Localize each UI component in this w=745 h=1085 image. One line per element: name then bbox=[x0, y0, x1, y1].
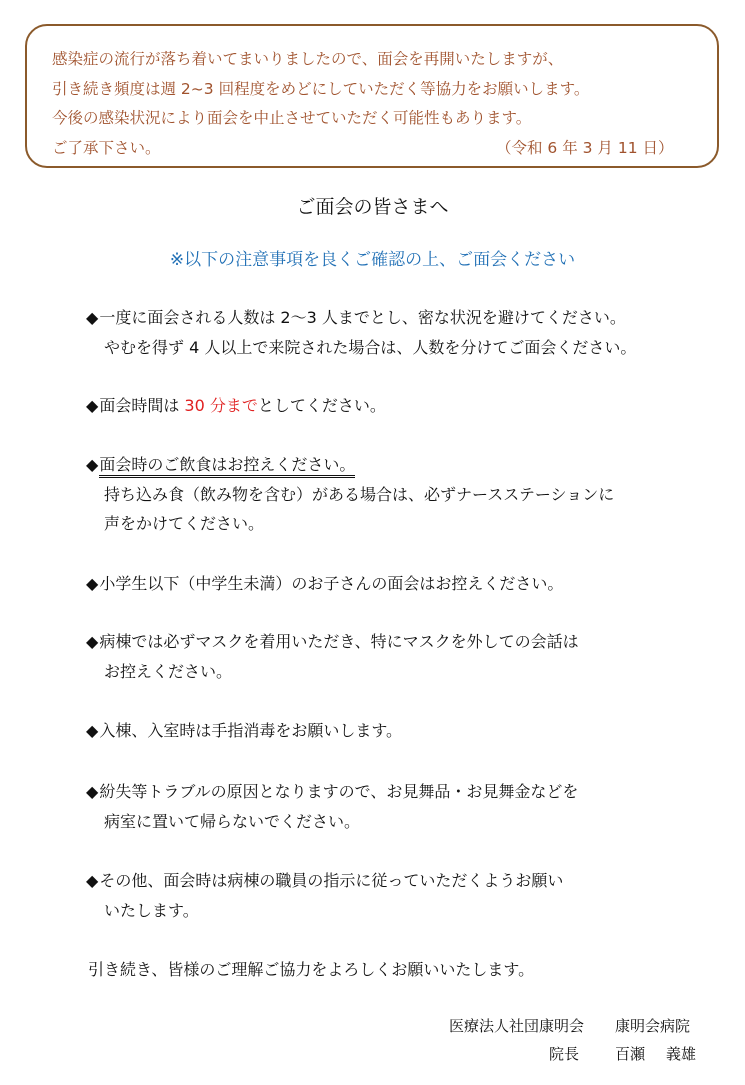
rule-text-underlined: 面会時のご飲食はお控えください。 bbox=[99, 455, 355, 478]
rule-text: 一度に面会される人数は 2～3 人までとし、密な状況を避けてください。 bbox=[99, 308, 626, 327]
notice-line-2: 引き続き頻度は週 2~3 回程度をめどにしていただく等協力をお願いします。 bbox=[52, 80, 590, 98]
signature-hospital: 康明会病院 bbox=[615, 1017, 691, 1035]
rule-text-continued: いたします。 bbox=[104, 901, 199, 920]
rule-text: 紛失等トラブルの原因となりますので、お見舞品・お見舞金などを bbox=[99, 782, 579, 801]
rule-text-prefix: 面会時間は bbox=[99, 396, 185, 415]
signature-given-name: 義雄 bbox=[666, 1045, 697, 1063]
diamond-bullet-icon: ◆ bbox=[86, 455, 99, 474]
notice-line-3: 今後の感染状況により面会を中止させていただく可能性もあります。 bbox=[52, 109, 532, 127]
notice-line-1: 感染症の流行が落ち着いてまいりましたので、面会を再開いたしますが、 bbox=[52, 50, 564, 68]
rule-text-continued: 持ち込み食（飲み物を含む）がある場合は、必ずナースステーションに bbox=[104, 485, 615, 504]
rule-text: 入棟、入室時は手指消毒をお願いします。 bbox=[99, 721, 403, 740]
rule-text: 病棟では必ずマスクを着用いただき、特にマスクを外しての会話は bbox=[99, 632, 579, 651]
diamond-bullet-icon: ◆ bbox=[86, 632, 99, 651]
rule-text-continued: やむを得ず 4 人以上で来院された場合は、人数を分けてご面会ください。 bbox=[104, 338, 637, 357]
diamond-bullet-icon: ◆ bbox=[86, 396, 99, 415]
diamond-bullet-icon: ◆ bbox=[86, 721, 99, 740]
diamond-bullet-icon: ◆ bbox=[86, 871, 99, 890]
page-subtitle: ※以下の注意事項を良くご確認の上、ご面会ください bbox=[169, 250, 576, 270]
rule-item-staff-instructions bbox=[86, 873, 563, 889]
signature-surname: 百瀬 bbox=[615, 1045, 646, 1063]
page-title: ご面会の皆さまへ bbox=[296, 196, 449, 218]
rule-text-continued: 病室に置いて帰らないでください。 bbox=[104, 812, 361, 831]
diamond-bullet-icon: ◆ bbox=[86, 782, 99, 801]
signature-organization: 医療法人社団康明会 bbox=[449, 1017, 585, 1035]
closing-message: 引き続き、皆様のご理解ご協力をよろしくお願いいたします。 bbox=[88, 960, 535, 979]
rule-text-suffix: としてください。 bbox=[257, 396, 386, 415]
diamond-bullet-icon: ◆ bbox=[86, 574, 99, 593]
rule-item-children bbox=[86, 576, 563, 592]
notice-line-4: ご了承下さい。 bbox=[52, 139, 161, 157]
rule-item-valuables bbox=[86, 784, 578, 800]
rule-item-visit-time bbox=[86, 398, 386, 414]
signature-role: 院長 bbox=[549, 1045, 580, 1063]
rule-item-visitor-count bbox=[86, 310, 626, 326]
rule-text: その他、面会時は病棟の職員の指示に従っていただくようお願い bbox=[99, 871, 564, 890]
rule-text-continued: お控えください。 bbox=[104, 662, 233, 681]
rule-text-continued: 声をかけてください。 bbox=[104, 514, 265, 533]
time-limit-highlight: 30 分まで bbox=[184, 396, 258, 415]
rule-item-no-eating bbox=[86, 457, 355, 473]
notice-date: （令和 6 年 3 月 11 日） bbox=[496, 139, 674, 157]
rule-text: 小学生以下（中学生未満）のお子さんの面会はお控えください。 bbox=[99, 574, 564, 593]
rule-item-disinfection bbox=[86, 723, 402, 739]
rule-item-masks bbox=[86, 634, 579, 650]
diamond-bullet-icon: ◆ bbox=[86, 308, 99, 327]
